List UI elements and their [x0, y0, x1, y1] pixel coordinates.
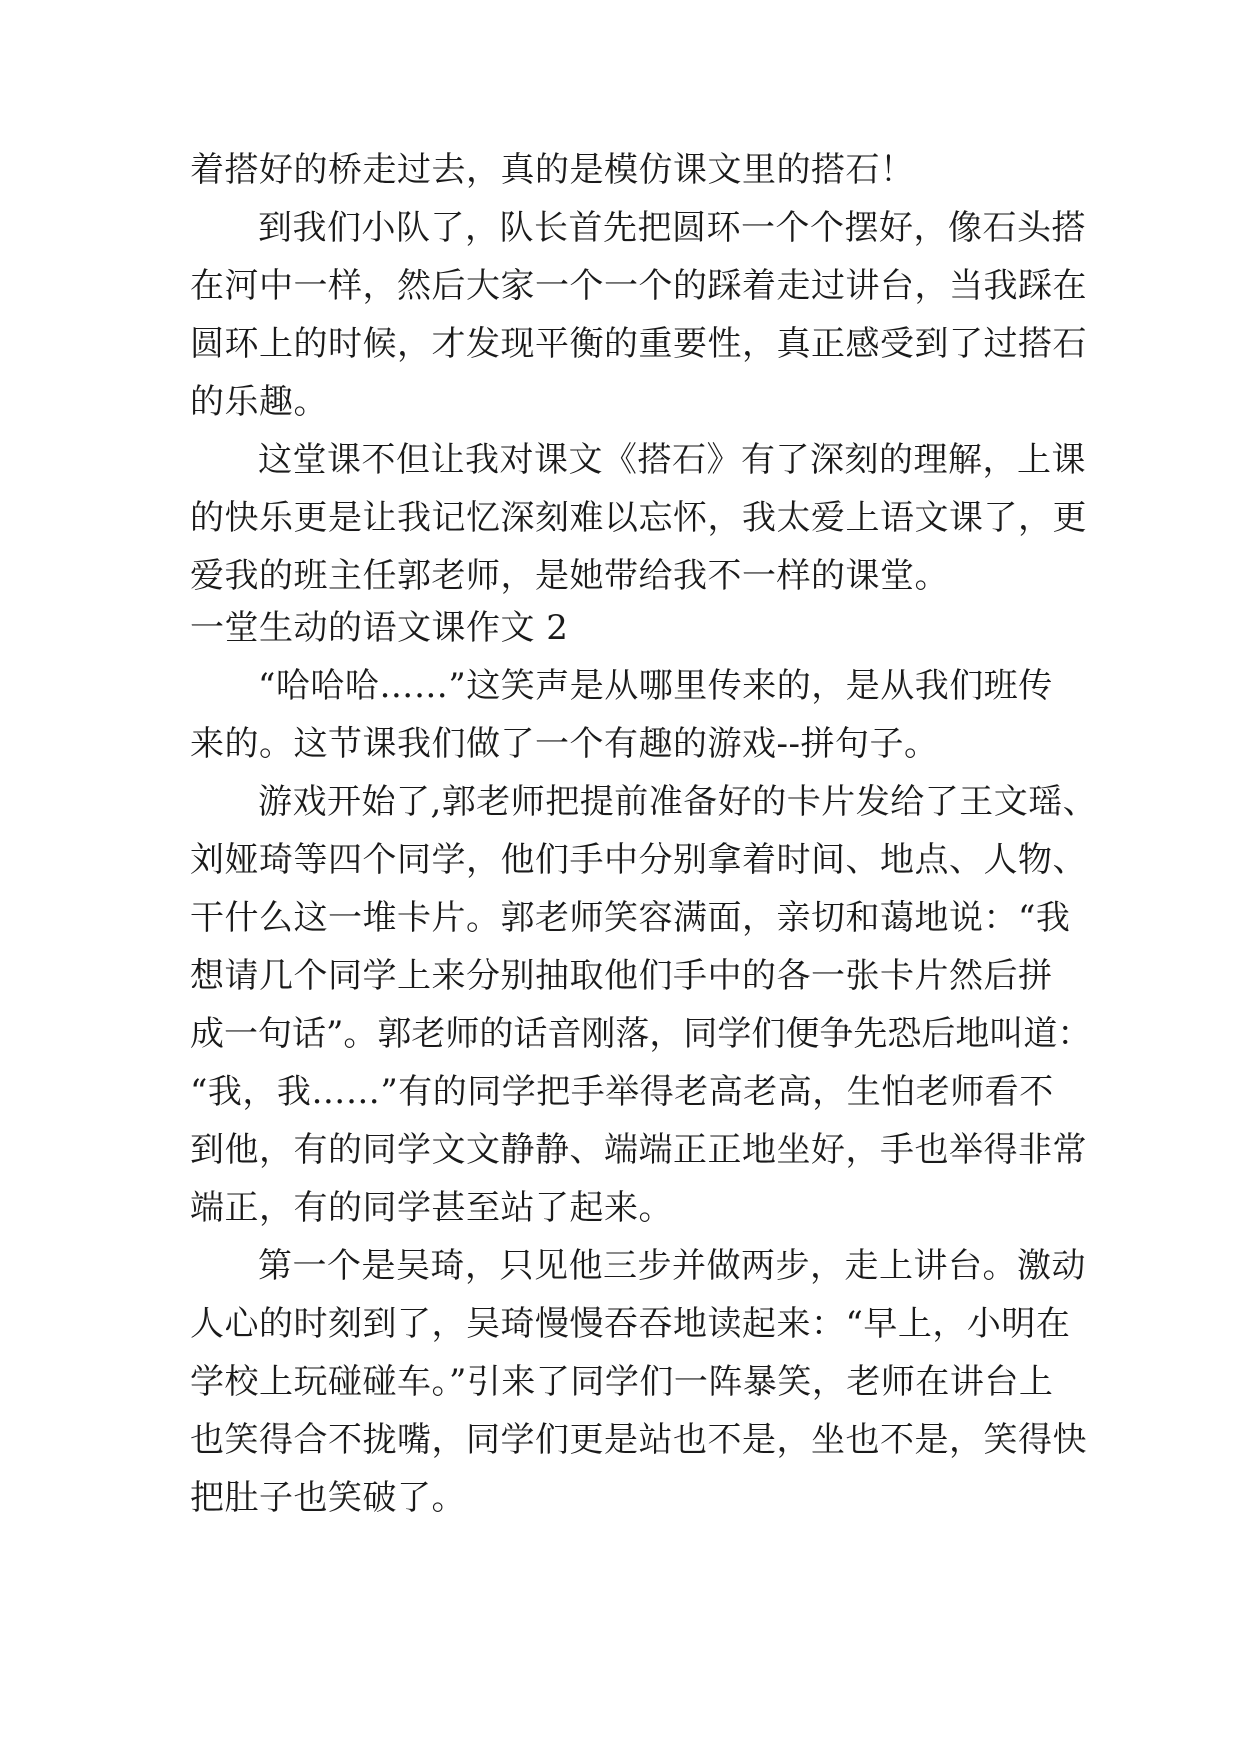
section-heading: 一堂生动的语文课作文 2	[190, 608, 569, 648]
text-line: 在河中一样，然后大家一个一个的踩着走过讲台，当我踩在	[190, 266, 1087, 306]
text-line: “哈哈哈……”这笑声是从哪里传来的，是从我们班传	[258, 666, 1053, 706]
text-line: 到我们小队了，队长首先把圆环一个个摆好，像石头搭	[258, 208, 1086, 248]
text-line: 端正，有的同学甚至站了起来。	[190, 1188, 673, 1228]
text-line: 爱我的班主任郭老师，是她带给我不一样的课堂。	[190, 556, 949, 596]
text-line: “我，我……”有的同学把手举得老高老高，生怕老师看不	[190, 1072, 1054, 1112]
text-line: 的乐趣。	[190, 382, 328, 422]
text-line: 成一句话”。郭老师的话音刚落，同学们便争先恐后地叫道：	[190, 1014, 1092, 1054]
text-line: 学校上玩碰碰车。”引来了同学们一阵暴笑，老师在讲台上	[190, 1362, 1054, 1402]
text-line: 干什么这一堆卡片。郭老师笑容满面，亲切和蔼地说：“我	[190, 898, 1071, 938]
text-line: 也笑得合不拢嘴，同学们更是站也不是，坐也不是，笑得快	[190, 1420, 1087, 1460]
text-line: 这堂课不但让我对课文《搭石》有了深刻的理解，上课	[258, 440, 1086, 480]
text-line: 人心的时刻到了，吴琦慢慢吞吞地读起来：“早上，小明在	[190, 1304, 1071, 1344]
text-line: 刘娅琦等四个同学，他们手中分别拿着时间、地点、人物、	[190, 840, 1087, 880]
text-line: 游戏开始了,郭老师把提前准备好的卡片发给了王文瑶、	[258, 782, 1098, 822]
text-line: 圆环上的时候，才发现平衡的重要性，真正感受到了过搭石	[190, 324, 1087, 364]
text-line: 想请几个同学上来分别抽取他们手中的各一张卡片然后拼	[190, 956, 1053, 996]
text-line: 把肚子也笑破了。	[190, 1478, 466, 1518]
text-line: 的快乐更是让我记忆深刻难以忘怀，我太爱上语文课了，更	[190, 498, 1087, 538]
text-line: 来的。这节课我们做了一个有趣的游戏--拼句子。	[190, 724, 939, 764]
text-line: 着搭好的桥走过去，真的是模仿课文里的搭石！	[190, 150, 915, 190]
text-line: 第一个是吴琦，只见他三步并做两步，走上讲台。激动	[258, 1246, 1086, 1286]
text-line: 到他，有的同学文文静静、端端正正地坐好，手也举得非常	[190, 1130, 1087, 1170]
